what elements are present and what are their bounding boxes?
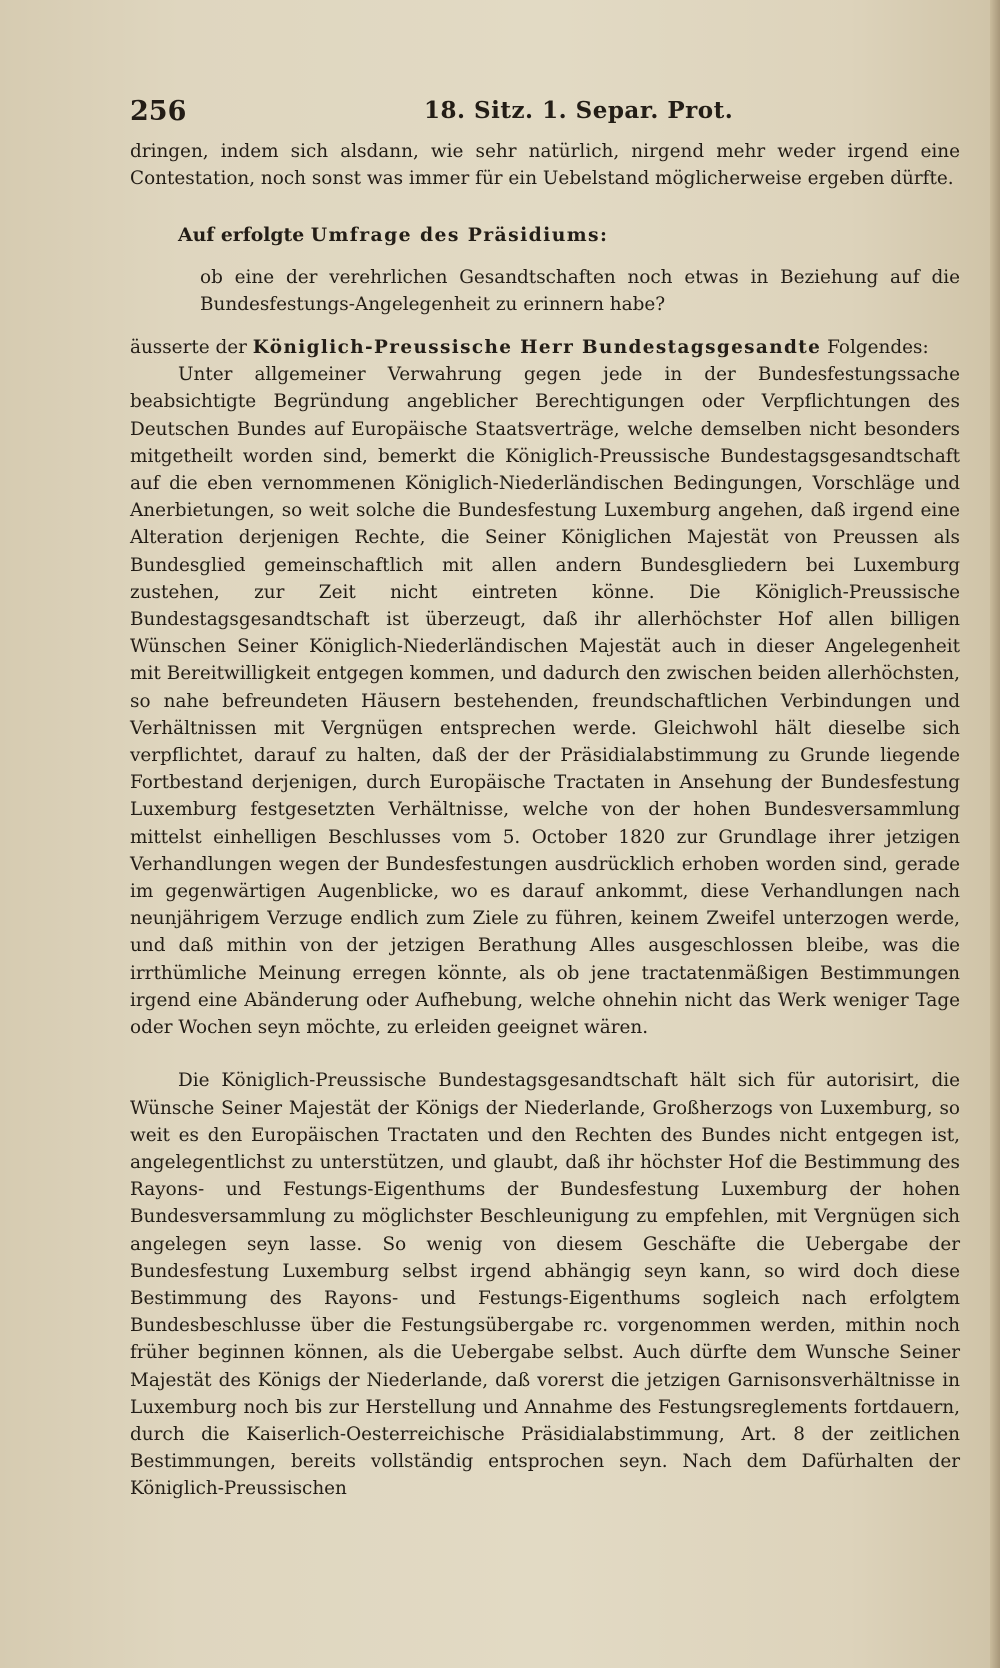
statement-emphasis: Königlich-Preussische Herr Bundestagsgesandte xyxy=(252,337,822,359)
umfrage-prefix: Auf erfolgte xyxy=(178,224,305,247)
paragraph-2: Die Königlich-Preussische Bundestagsgesandtschaft hält sich für autorisirt, die Wünsche Seiner Majestät der Königs der Niederlande, Großherzogs von Luxemburg, so weit es den Europäischen Tractaten und den Rechten des Bundes nicht entgegen ist, angelegentlichst zu unterstützen, und glaubt, daß ihr höchster Hof die Bestimmung des Rayons- und Festungs-Eigenthums der Bundesfestung Luxemburg der hohen Bundesversammlung zu möglichster Beschleunigung zu empfehlen, mit Vergnügen sich angelegen seyn lasse. So wenig von diesem Geschäfte die Uebergabe der Bundesfestung Luxemburg selbst irgend abhängig seyn kann, so wird doch diese Bestimmung des Rayons- und Festungs-Eigenthums sogleich nach erfolgtem Bundesbeschlusse über die Festungsübergabe rc. vorgenommen werden, mithin noch früher beginnen können, als die Uebergabe selbst. Auch dürfte dem Wunsche Seiner Majestät des Königs der Niederlande, daß vorerst die jetzigen Garnisonsverhältnisse in Luxemburg noch bis zur Herstellung und Annahme des Festungsreglements fortdauern, durch die Kaiserlich-Oesterreichische Präsidialabstimmung, Art. 8 der zeitlichen Bestimmungen, bereits vollständig entsprochen seyn. Nach dem Dafürhalten der Königlich-Preussischen xyxy=(130,1070,960,1500)
umfrage-line xyxy=(178,222,960,249)
page-edge-shadow xyxy=(990,0,1000,1668)
main-text xyxy=(130,138,960,1503)
question-text: ob eine der verehrlichen Gesandtschaften noch etwas in Beziehung auf die Bundesfestungs-Angelegenheit zu erinnern habe? xyxy=(200,266,960,315)
statement-prefix: äusserte der xyxy=(130,337,247,359)
running-head: 18. Sitz. 1. Separ. Prot. xyxy=(424,97,734,124)
paragraph-1: Unter allgemeiner Verwahrung gegen jede in der Bundesfestungssache beabsichtigte Begründung angeblicher Berechtigungen oder Verpflichtungen des Deutschen Bundes auf Europäische Staatsverträge, welche demselben nicht besonders mitgetheilt worden sind, bemerkt die Königlich-Preussische Bundestagsgesandtschaft auf die eben vernommenen Königlich-Niederländischen Bedingungen, Vorschläge und Anerbietungen, so weit solche die Bundesfestung Luxemburg angehen, daß irgend eine Alteration derjenigen Rechte, die Seiner Königlichen Majestät von Preussen als Bundesglied gemeinschaftlich mit allen andern Bundesgliedern bei Luxemburg zustehen, zur Zeit nicht eintreten könne. Die Königlich-Preussische Bundestagsgesandtschaft ist überzeugt, daß ihr allerhöchster Hof allen billigen Wünschen Seiner Königlich-Niederländischen Majestät auch in dieser Angelegenheit mit Bereitwilligkeit entgegen kommen, und dadurch den zwischen beiden allerhöchsten, so nahe befreundeten Häusern bestehenden, freundschaftlichen Verbindungen und Verhältnissen mit Vergnügen entsprechen werde. Gleichwohl hält dieselbe sich verpflichtet, darauf zu halten, daß der der Präsidialabstimmung zu Grunde liegende Fortbestand derjenigen, durch Europäische Tractaten in Ansehung der Bundesfestung Luxemburg festgesetzten Verhältnisse, welche von der hohen Bundesversammlung mittelst einhelligen Beschlusses vom 5. October 1820 zur Grundlage ihrer jetzigen Verhandlungen wegen der Bundesfestungen ausdrücklich erhoben worden sind, gerade im gegenwärtigen Augenblicke, wo es darauf ankommt, diese Verhandlungen nach neunjährigem Verzuge endlich zum Ziele zu führen, keinem Zweifel unterzogen werde, und daß mithin von der jetzigen Berathung Alles ausgeschlossen bleibe, was die irrthümliche Meinung erregen könnte, als ob jene tractatenmäßigen Bestimmungen irgend eine Abänderung oder Aufhebung, welche ohnehin nicht das Werk weniger Tage oder Wochen seyn möchte, zu erleiden geeignet wären. xyxy=(130,364,960,1039)
umfrage-emphasis: Umfrage des Präsidiums: xyxy=(310,224,609,247)
page-header xyxy=(130,96,960,132)
continued-text: dringen, indem sich alsdann, wie sehr natürlich, nirgend mehr weder irgend eine Contestation, noch sonst was immer für ein Uebelstand möglicherweise ergeben dürfte. xyxy=(130,141,960,190)
statement-line xyxy=(130,334,960,361)
statement-suffix: Folgendes: xyxy=(827,337,929,359)
page-number: 256 xyxy=(130,96,187,127)
